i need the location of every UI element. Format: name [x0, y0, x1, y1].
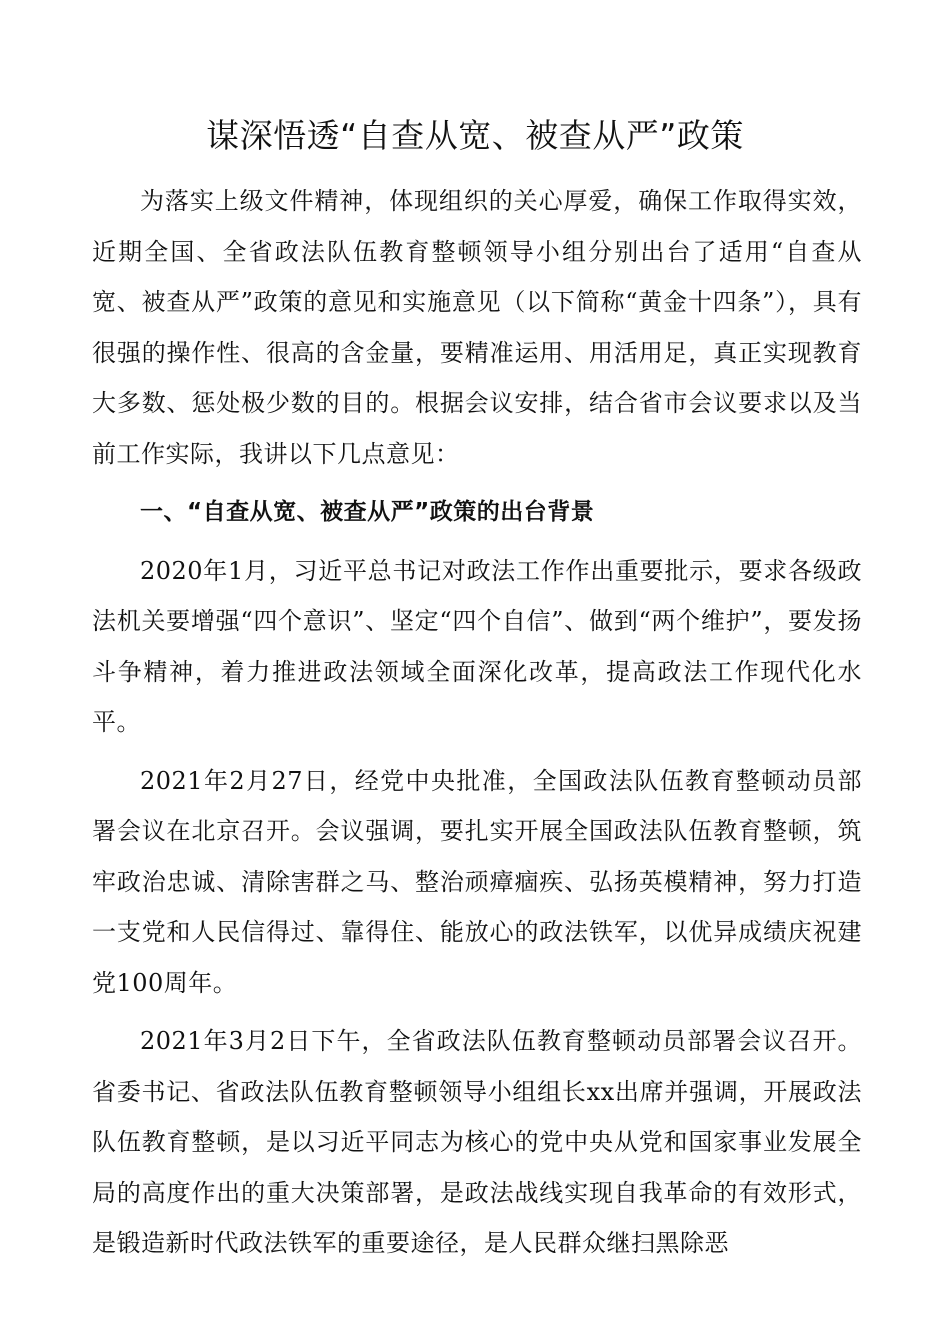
section-heading-1: 一、“自查从宽、被查从严”政策的出台背景 [140, 499, 595, 525]
paragraph-2021-feb: 2021年2月27日，经党中央批准，全国政法队伍教育整顿动员部署会议在北京召开。会议强调，要扎实开展全国政法队伍教育整顿，筑牢政治忠诚、清除害群之马、整治顽瘴痼疾、弘扬英模精神，努力打造一支党和人民信得过、靠得住、能放心的政法铁军，以优异成绩庆祝建党100周年。 [92, 766, 862, 997]
document-body [92, 176, 862, 1277]
document-title: 谋深悟透“自查从宽、被查从严”政策 [206, 116, 744, 155]
intro-paragraph: 为落实上级文件精神，体现组织的关心厚爱，确保工作取得实效，近期全国、全省政法队伍教育整顿领导小组分别出台了适用“自查从宽、被查从严”政策的意见和实施意见（以下简称“黄金十四条”），具有很强的操作性、很高的含金量，要精准运用、用活用足，真正实现教育大多数、惩处极少数的目的。根据会议安排，结合省市会议要求以及当前工作实际，我讲以下几点意见： [92, 187, 862, 468]
paragraph-2020: 2020年1月，习近平总书记对政法工作作出重要批示，要求各级政法机关要增强“四个意识”、坚定“四个自信”、做到“两个维护”，要发扬斗争精神，着力推进政法领域全面深化改革，提高政法工作现代化水平。 [92, 556, 862, 736]
paragraph-2021-mar: 2021年3月2日下午，全省政法队伍教育整顿动员部署会议召开。省委书记、省政法队伍教育整顿领导小组组长xx出席并强调，开展政法队伍教育整顿，是以习近平同志为核心的党中央从党和国家事业发展全局的高度作出的重大决策部署，是政法战线实现自我革命的有效形式，是锻造新时代政法铁军的重要途径，是人民群众继扫黑除恶 [92, 1027, 862, 1257]
